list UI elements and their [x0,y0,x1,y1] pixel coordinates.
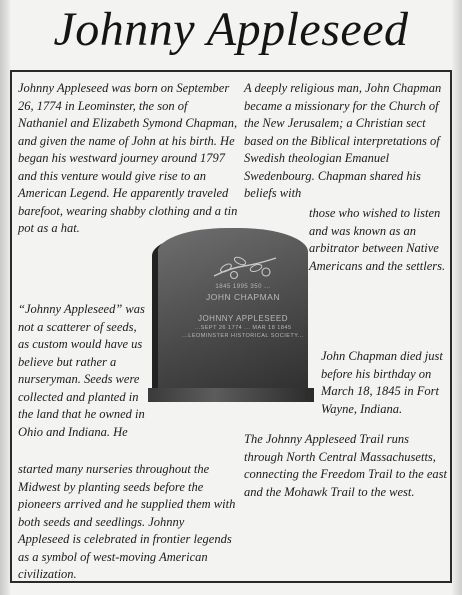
left-paragraph-1: Johnny Appleseed was born on September 26, 1774 in Leominster, the son of Nathaniel and Elizabeth Symond Chapman, and given the name of John at his birth. He began his westward journey around 1797 and this venture would give rise to an American Legend. He apparently traveled barefoot, wearing shabby clothing and a tin pot as a hat. [18,81,238,235]
page-title: Johnny Appleseed [53,3,409,56]
gravestone-life-dates: ...SEPT 26 1774 ... MAR 18 1845 [194,325,292,331]
right-page-bleed [452,0,462,595]
right-paragraph-1-continued: those who wished to listen and was known as an arbitrator between Native Americans and the settlers. [309,206,446,273]
left-paragraph-2: “Johnny Appleseed” was not a scatterer of seeds, as custom would have us believe but rather a nurseryman. Seeds were collected and planted in the land that he owned in Ohio and Indiana. He [18,302,145,439]
left-page-bleed [0,0,10,595]
gravestone-photo [148,228,314,403]
gravestone-society: ...LEOMINSTER HISTORICAL SOCIETY... [182,333,304,339]
right-paragraph-3: The Johnny Appleseed Trail runs through North Central Massachusetts, connecting the Freedom Trail to the east and the Mohawk Trail to the west. [244,432,447,499]
right-paragraph-2: John Chapman died just before his birthday on March 18, 1845 in Fort Wayne, Indiana. [321,349,443,416]
left-paragraph-2-continued: started many nurseries throughout the Midwest by planting seeds before the pioneers arrived and he supplied them with both seeds and seedlings. Johnny Appleseed is celebrated in frontier legends as a symbol of west-moving American civilization. [18,462,236,581]
gravestone-nickname: JOHNNY APPLESEED [197,314,289,323]
right-paragraph-1: A deeply religious man, John Chapman became a missionary for the Church of the New Jerusalem; a Christian sect based on the Biblical interpretations of Swedish theologian Emanuel Swedenbourg. Chapman shared his beliefs with [244,81,442,200]
gravestone-dates: 1845 1995 350 ... [215,284,271,290]
apple-branch-icon [210,248,280,282]
gravestone-base [148,388,314,402]
gravestone [158,228,308,398]
gravestone-name: JOHN CHAPMAN [205,292,280,302]
